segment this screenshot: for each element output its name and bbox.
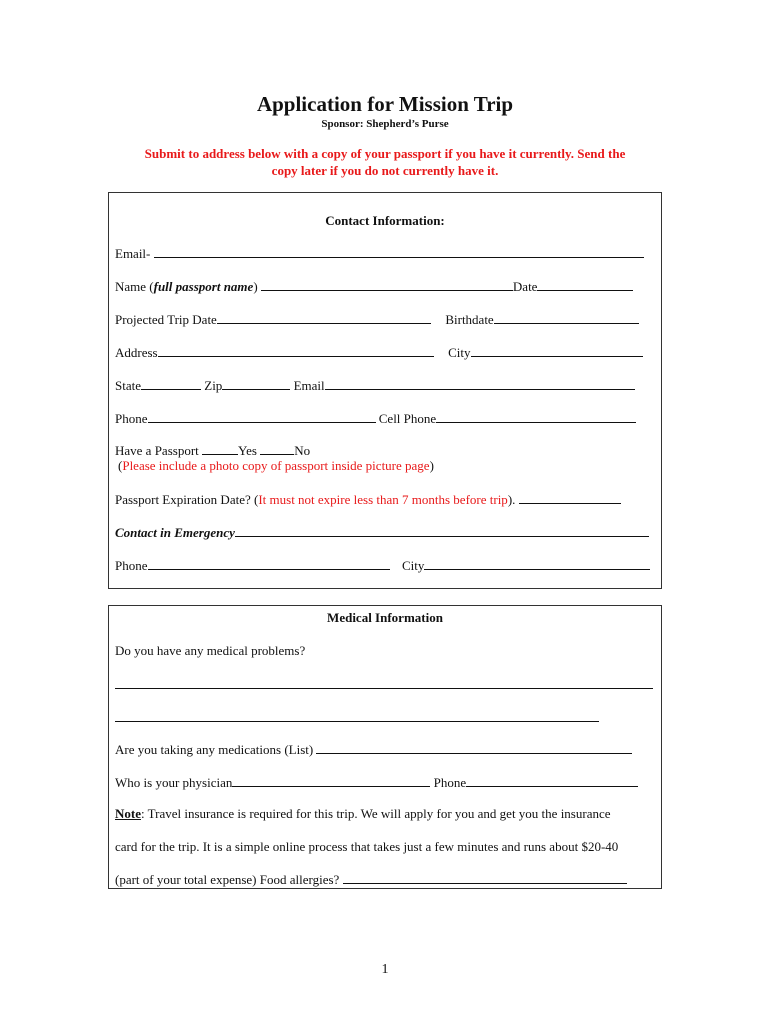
passport-expiration-row: Passport Expiration Date? (It must not expire less than 7 months before trip). bbox=[115, 491, 657, 508]
emergency-phone-city-row bbox=[115, 557, 657, 574]
email-label: Email- bbox=[115, 246, 151, 261]
insurance-note-line-2: card for the trip. It is a simple online process that takes just a few minutes and runs about $20-40 bbox=[115, 839, 619, 854]
medical-information-section bbox=[108, 605, 662, 889]
emergency-city-field[interactable] bbox=[424, 557, 650, 570]
name-row bbox=[115, 278, 657, 295]
contact-information-section bbox=[108, 192, 662, 589]
expiration-label: Passport Expiration Date? ( bbox=[115, 492, 259, 507]
email2-label: Email bbox=[293, 378, 325, 393]
note-label: Note bbox=[115, 806, 141, 821]
date-label: Date bbox=[512, 279, 538, 294]
emergency-phone-label: Phone bbox=[115, 558, 148, 573]
email-field[interactable] bbox=[154, 245, 644, 258]
zip-label: Zip bbox=[204, 378, 223, 393]
food-allergies-label: (part of your total expense) Food allergies? bbox=[115, 872, 343, 887]
physician-phone-label: Phone bbox=[433, 775, 467, 790]
physician-label: Who is your physician bbox=[115, 775, 233, 790]
cell-phone-field[interactable] bbox=[436, 410, 636, 423]
physician-phone-field[interactable] bbox=[466, 774, 638, 787]
city-field[interactable] bbox=[471, 344, 643, 357]
name-field[interactable] bbox=[261, 278, 513, 291]
phone-row bbox=[115, 410, 657, 427]
passport-label: Have a Passport bbox=[115, 443, 203, 458]
zip-field[interactable] bbox=[222, 377, 290, 390]
no-label: No bbox=[294, 443, 311, 458]
email-row bbox=[115, 245, 657, 262]
medications-label: Are you taking any medications (List) bbox=[115, 742, 317, 757]
passport-no-field[interactable] bbox=[260, 442, 294, 455]
state-field[interactable] bbox=[141, 377, 201, 390]
notice-line-2: copy later if you do not currently have it. bbox=[271, 163, 499, 178]
passport-photo-note: Please include a photo copy of passport inside picture page bbox=[122, 458, 430, 473]
medications-field[interactable] bbox=[316, 741, 632, 754]
birthdate-field[interactable] bbox=[494, 311, 639, 324]
medical-problems-field-2[interactable] bbox=[115, 709, 599, 722]
address-field[interactable] bbox=[158, 344, 434, 357]
expiration-note: It must not expire less than 7 months before trip bbox=[258, 492, 508, 507]
medical-problems-field-1[interactable] bbox=[115, 676, 653, 689]
submission-notice bbox=[118, 145, 652, 179]
medications-row bbox=[115, 741, 657, 758]
yes-label: Yes bbox=[238, 443, 261, 458]
medical-problems-line-1 bbox=[115, 676, 657, 693]
medical-problems-question: Do you have any medical problems? bbox=[115, 643, 306, 658]
emergency-city-label: City bbox=[402, 558, 425, 573]
contact-heading: Contact Information: bbox=[325, 213, 445, 228]
trip-date-field[interactable] bbox=[217, 311, 431, 324]
emergency-contact-row bbox=[115, 524, 657, 541]
passport-row bbox=[115, 442, 657, 459]
medical-problems-line-2 bbox=[115, 709, 657, 726]
state-label: State bbox=[115, 378, 141, 393]
state-zip-email-row bbox=[115, 377, 657, 394]
trip-date-row bbox=[115, 311, 657, 328]
date-field[interactable] bbox=[537, 278, 633, 291]
notice-line-1: Submit to address below with a copy of your passport if you have it currently. Send the bbox=[144, 146, 626, 161]
city-label: City bbox=[448, 345, 471, 360]
sponsor-line: Sponsor: Shepherd’s Purse bbox=[321, 118, 449, 130]
insurance-note-line-1: Note: Travel insurance is required for this trip. We will apply for you and get you the insurance bbox=[115, 806, 611, 821]
page-title: Application for Mission Trip bbox=[256, 92, 514, 116]
full-passport-name-emphasis: full passport name bbox=[153, 279, 254, 294]
trip-date-label: Projected Trip Date bbox=[115, 312, 217, 327]
food-allergies-field[interactable] bbox=[343, 871, 627, 884]
address-label: Address bbox=[115, 345, 158, 360]
cell-phone-label: Cell Phone bbox=[378, 411, 437, 426]
physician-field[interactable] bbox=[232, 774, 430, 787]
passport-yes-field[interactable] bbox=[202, 442, 238, 455]
emergency-contact-label: Contact in Emergency bbox=[115, 525, 235, 540]
food-allergies-row bbox=[115, 871, 657, 888]
name-label: Name (full passport name) bbox=[115, 279, 258, 294]
passport-note-row: (Please include a photo copy of passport inside picture page) bbox=[118, 458, 434, 473]
expiration-field[interactable] bbox=[519, 491, 621, 504]
email2-field[interactable] bbox=[325, 377, 635, 390]
phone-field[interactable] bbox=[148, 410, 376, 423]
address-row bbox=[115, 344, 657, 361]
emergency-phone-field[interactable] bbox=[148, 557, 390, 570]
birthdate-label: Birthdate bbox=[445, 312, 494, 327]
emergency-contact-field[interactable] bbox=[235, 524, 649, 537]
page-number: 1 bbox=[381, 962, 389, 977]
phone-label: Phone bbox=[115, 411, 148, 426]
physician-row bbox=[115, 774, 657, 791]
medical-heading: Medical Information bbox=[327, 610, 443, 625]
